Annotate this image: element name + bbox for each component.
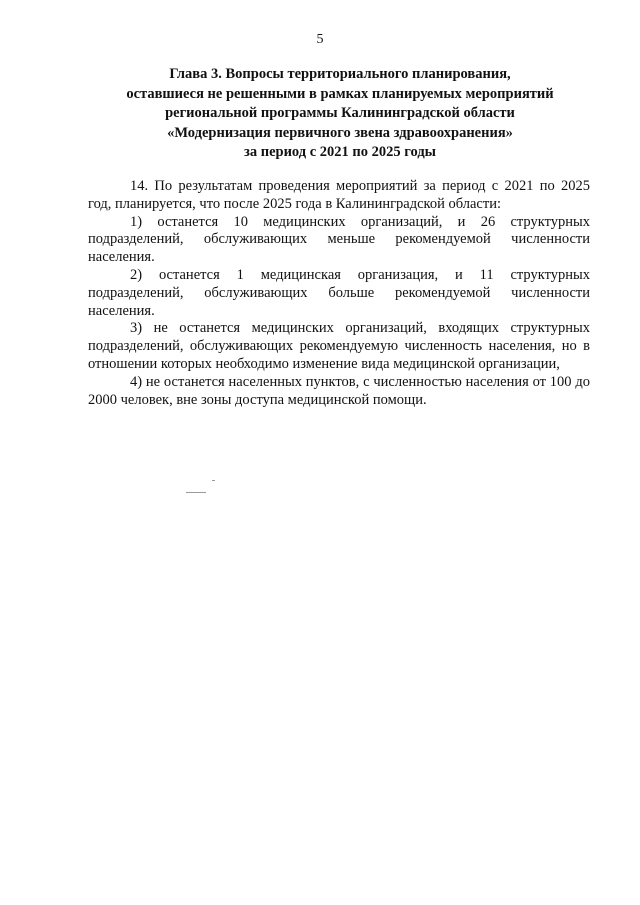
paragraph-item-3: 3) не останется медицинских организаций, входящих структурных подразделений, обслуживающих рекомендуемую численность населения, но в отношении которых необходимо изменение вида медицинской организации, xyxy=(88,320,590,372)
paragraph-item-2: 2) останется 1 медицинская организация, и 11 структурных подразделений, обслуживающих больше рекомендуемой численности населения. xyxy=(88,266,590,319)
heading-line: за период с 2021 по 2025 годы xyxy=(244,144,436,160)
heading-line: оставшиеся не решенными в рамках планируемых мероприятий xyxy=(126,85,554,102)
paragraph-item-4: 4) не останется населенных пунктов, с численностью населения от 100 до 2000 человек, вне зоны доступа медицинской помощи. xyxy=(88,373,590,408)
heading-line: региональной программы Калининградской области xyxy=(165,105,515,121)
document-body xyxy=(88,178,590,409)
scan-artifact xyxy=(186,492,206,493)
heading-line: «Модернизация первичного звена здравоохранения» xyxy=(167,124,513,141)
paragraph-intro: 14. По результатам проведения мероприятий за период с 2021 по 2025 год, планируется, что после 2025 года в Калининградской области: xyxy=(88,178,590,212)
page-number: 5 xyxy=(316,32,324,47)
paragraph-item-1: 1) останется 10 медицинских организаций, и 26 структурных подразделений, обслуживающих меньше рекомендуемой численности населения. xyxy=(88,213,590,266)
scan-artifact xyxy=(212,480,215,481)
heading-line: Глава 3. Вопросы территориального планирования, xyxy=(169,66,511,82)
chapter-heading xyxy=(80,65,600,163)
